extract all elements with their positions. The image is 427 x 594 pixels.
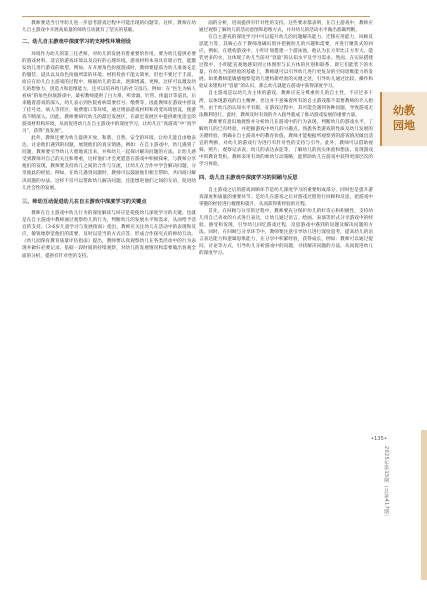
header-rule: [22, 16, 370, 17]
section-tab-label: 幼教园地: [393, 104, 415, 132]
section-heading: 四、幼儿自主游戏中深度学习的回顾与反思: [199, 174, 298, 181]
body-paragraph: 环境作为幼儿的第三任老师，对幼儿的发展有着重要的作用。要为幼儿提供必要的游戏材料、适宜的游戏环境以及良好的心理环境。游戏材料本身具有暗示性，能激发幼儿进行游戏的欲望。例如，在开展角色扮演游戏时，教师要提前为幼儿准备充足的服装、道具以及角色扮演所需的环境。材料投放不能太简单，但也不要过于丰富，而应在幼儿自主游戏的过程中，根据幼儿的需求，逐渐增减、更换。这样可以激发幼儿的想象力，创造力和思维能力，还可以培养幼儿的社交技巧。例如：在“医生为病人看病”的角色扮演游戏中，最初教师提供了白大褂、听诊器、针管、体温计等道具，后来随着游戏的深入，幼儿表示到医院看病需要挂号、缴费等，因此教师在游戏中创设了挂号处、病人等待区、收费窗口等环境，通过增添游戏材料和改变环境创设，使游戏不断深入。因此，教师要研究幼儿的最近发展区，在最近发展区中提供难度适宜的游戏材料和环境，从而促进幼儿在自主游戏中的深度学习，让幼儿在“真游戏”中“真学习”，获得“真发展”。: [22, 51, 196, 135]
section-heading: 三、师幼互动促进幼儿在自主游戏中深度学习的关键点: [22, 198, 147, 205]
page-edge-stripe: [421, 430, 427, 580]
body-paragraph: 首先，在回顾与分享的过程中，教师要充分保护幼儿的好奇心和积极性，支持幼儿用自己喜欢的方式进行表达，让幼儿通过语言、绘画、表演等形式分享游戏中的经验、感受和发现，引导幼儿回忆游戏过程，反思游戏中遇到的问题及解决问题的方法。同时，在回顾与分享环节中，教师要注意引导幼儿进行深度思考，提高幼儿的语言表达能力和逻辑思维能力，在分享中积累经验，获得成长，例如：教师可以通过提问、讨论等方式，引导幼儿分析游戏中的问题，寻找解决问题的方法，从而促进幼儿的深度学习。: [199, 208, 373, 256]
section-heading: 二、幼儿自主游戏中深度学习的支持性环境创设: [22, 39, 131, 46]
page-number: •135•: [371, 436, 388, 442]
body-paragraph: 教师要适当引导幼儿进一步思考游戏过程中可能出现的问题等。这样，教师在幼儿自主游戏中开展高质量的师幼互动就有了坚实的基础。: [22, 21, 196, 34]
body-paragraph: 教师要有意识地观察并分析幼儿在游戏中的行为表现，判断幼儿的游戏水平，了解幼儿的已有经验，并把握游戏中幼儿的兴趣点。熟悉各类游戏的性质及幼儿发展的关键经验，明确在自主游戏中的教育价值，教师才能根据所观察到的游戏情况做出适宜的判断，对幼儿的游戏行为进行有针对性的支持与引导。此外，教师可以借助视频、照片、观察记录表、幼儿的表达表征等，了解幼儿的真实体验和想法，发现游戏中的教育契机。教师采用有效的师幼互动策略，能帮助幼儿在游戏中获得更深层次的学习体验。: [199, 119, 373, 167]
body-paragraph: 自主游戏是以幼儿为主体的游戏，教师应充分尊重幼儿的自主性，不应过多干涉，以体现游戏的自主精神，但这并不意味着所有的自主游戏都不需要教师的介入指导。由于幼儿的认知水平有限，在游戏过程中，其可能会遇到各种问题，导致游戏无法顺利进行。此时，教师及时有效的介入指导就成了推动游戏发展的重要力量。: [199, 91, 373, 118]
right-column: [199, 20, 373, 257]
journal-issue-info: 2025年第15期（总第417期）: [383, 446, 389, 520]
body-paragraph: 教师在自主游戏中幼儿行为的深度解读与回应是促使幼儿深度学习的关键。也就是在自主游戏中教师通过观察幼儿的行为，判断幼儿的发展水平和需求，从而给予适宜的支持。《3-6岁儿童学习与发展指南》指出，教师应关注幼儿在活动中的表现和反应，敏锐地察觉他们的需要，及时以适当的方式应答，形成合作探究式的师幼互动。《幼儿园保育教育质量评估指南》提出，教师要认真观察幼儿在各类活动中的行为表现并做好必要记录，依据一段时间的持续观察，对幼儿的发展情况和需要做出客观全面的分析，提供有针对性的支持。: [22, 211, 196, 259]
body-paragraph: 此外，教师还要为幼儿提供开放、和谐、自然、安全的环境。让幼儿能自由地表达、讨论他们遇到的问题，展现他们的真实情感。例如：在自主游戏中，幼儿遇到了问题，教师要引导幼儿大胆地说出来，并和幼儿一起探讨解决问题的方法。让幼儿感受到教师对自己的关注和尊重，这样他们才会更愿意在游戏中积极探索，与教师分享他们的发现。教师要支持幼儿之间的合作与交流，让幼儿在合作中学会解决问题，分享彼此的经验。例如，在幼儿遇到问题时，教师可以鼓励他们相互帮助，共同商讨解决问题的办法。这样不仅可以帮助幼儿解决问题，还能增进他们之间的友谊，促进幼儿社会性的发展。: [22, 136, 196, 191]
left-column: [22, 20, 196, 260]
body-paragraph: 自主游戏之后的游戏回顾环节是幼儿深度学习的重要组成部分，同时也是提升游戏深度和质量的重要环节。是幼儿在游戏之后对游戏过程进行回顾和反思，把游戏中零散的经验进行梳理和提升，从而获得新经验的过程。: [199, 187, 373, 207]
body-paragraph: 面的分析，进而提供有针对性的支持。这些要求都表明，在自主游戏中，教师应通过观察了解幼儿的活动意图和思维方式，并对幼儿的活动水平做出准确判断。: [199, 21, 373, 34]
body-paragraph: 在自主游戏的深度学习中可以提升幼儿的问题解决能力，迁移应用能力，回顾反思能力等，其核心在于教师准确识别并把握幼儿的兴趣和需要，并进行聚焦式的回应。例如，在建构游戏中，小明计划搭建一个游泳池，他认为长方形比正方形大，能装更多的水，这体现了幼儿当前对“容量”的认知水平及学习需求。然而，在实际搭建过程中，小明能直观地感知到立体图形与长方体的区别和联系，即它们能装下的水量。在幼儿当前经验的基础上，教师就可以引导幼儿进行更复杂的空间思维能力的发展。如果教师能敏感地察觉幼儿建构新经验的关键之处，引导幼儿通过比较、操作和验证来建构对“容量”的认识，那么幼儿就能在游戏中获得深度学习。: [199, 35, 373, 90]
